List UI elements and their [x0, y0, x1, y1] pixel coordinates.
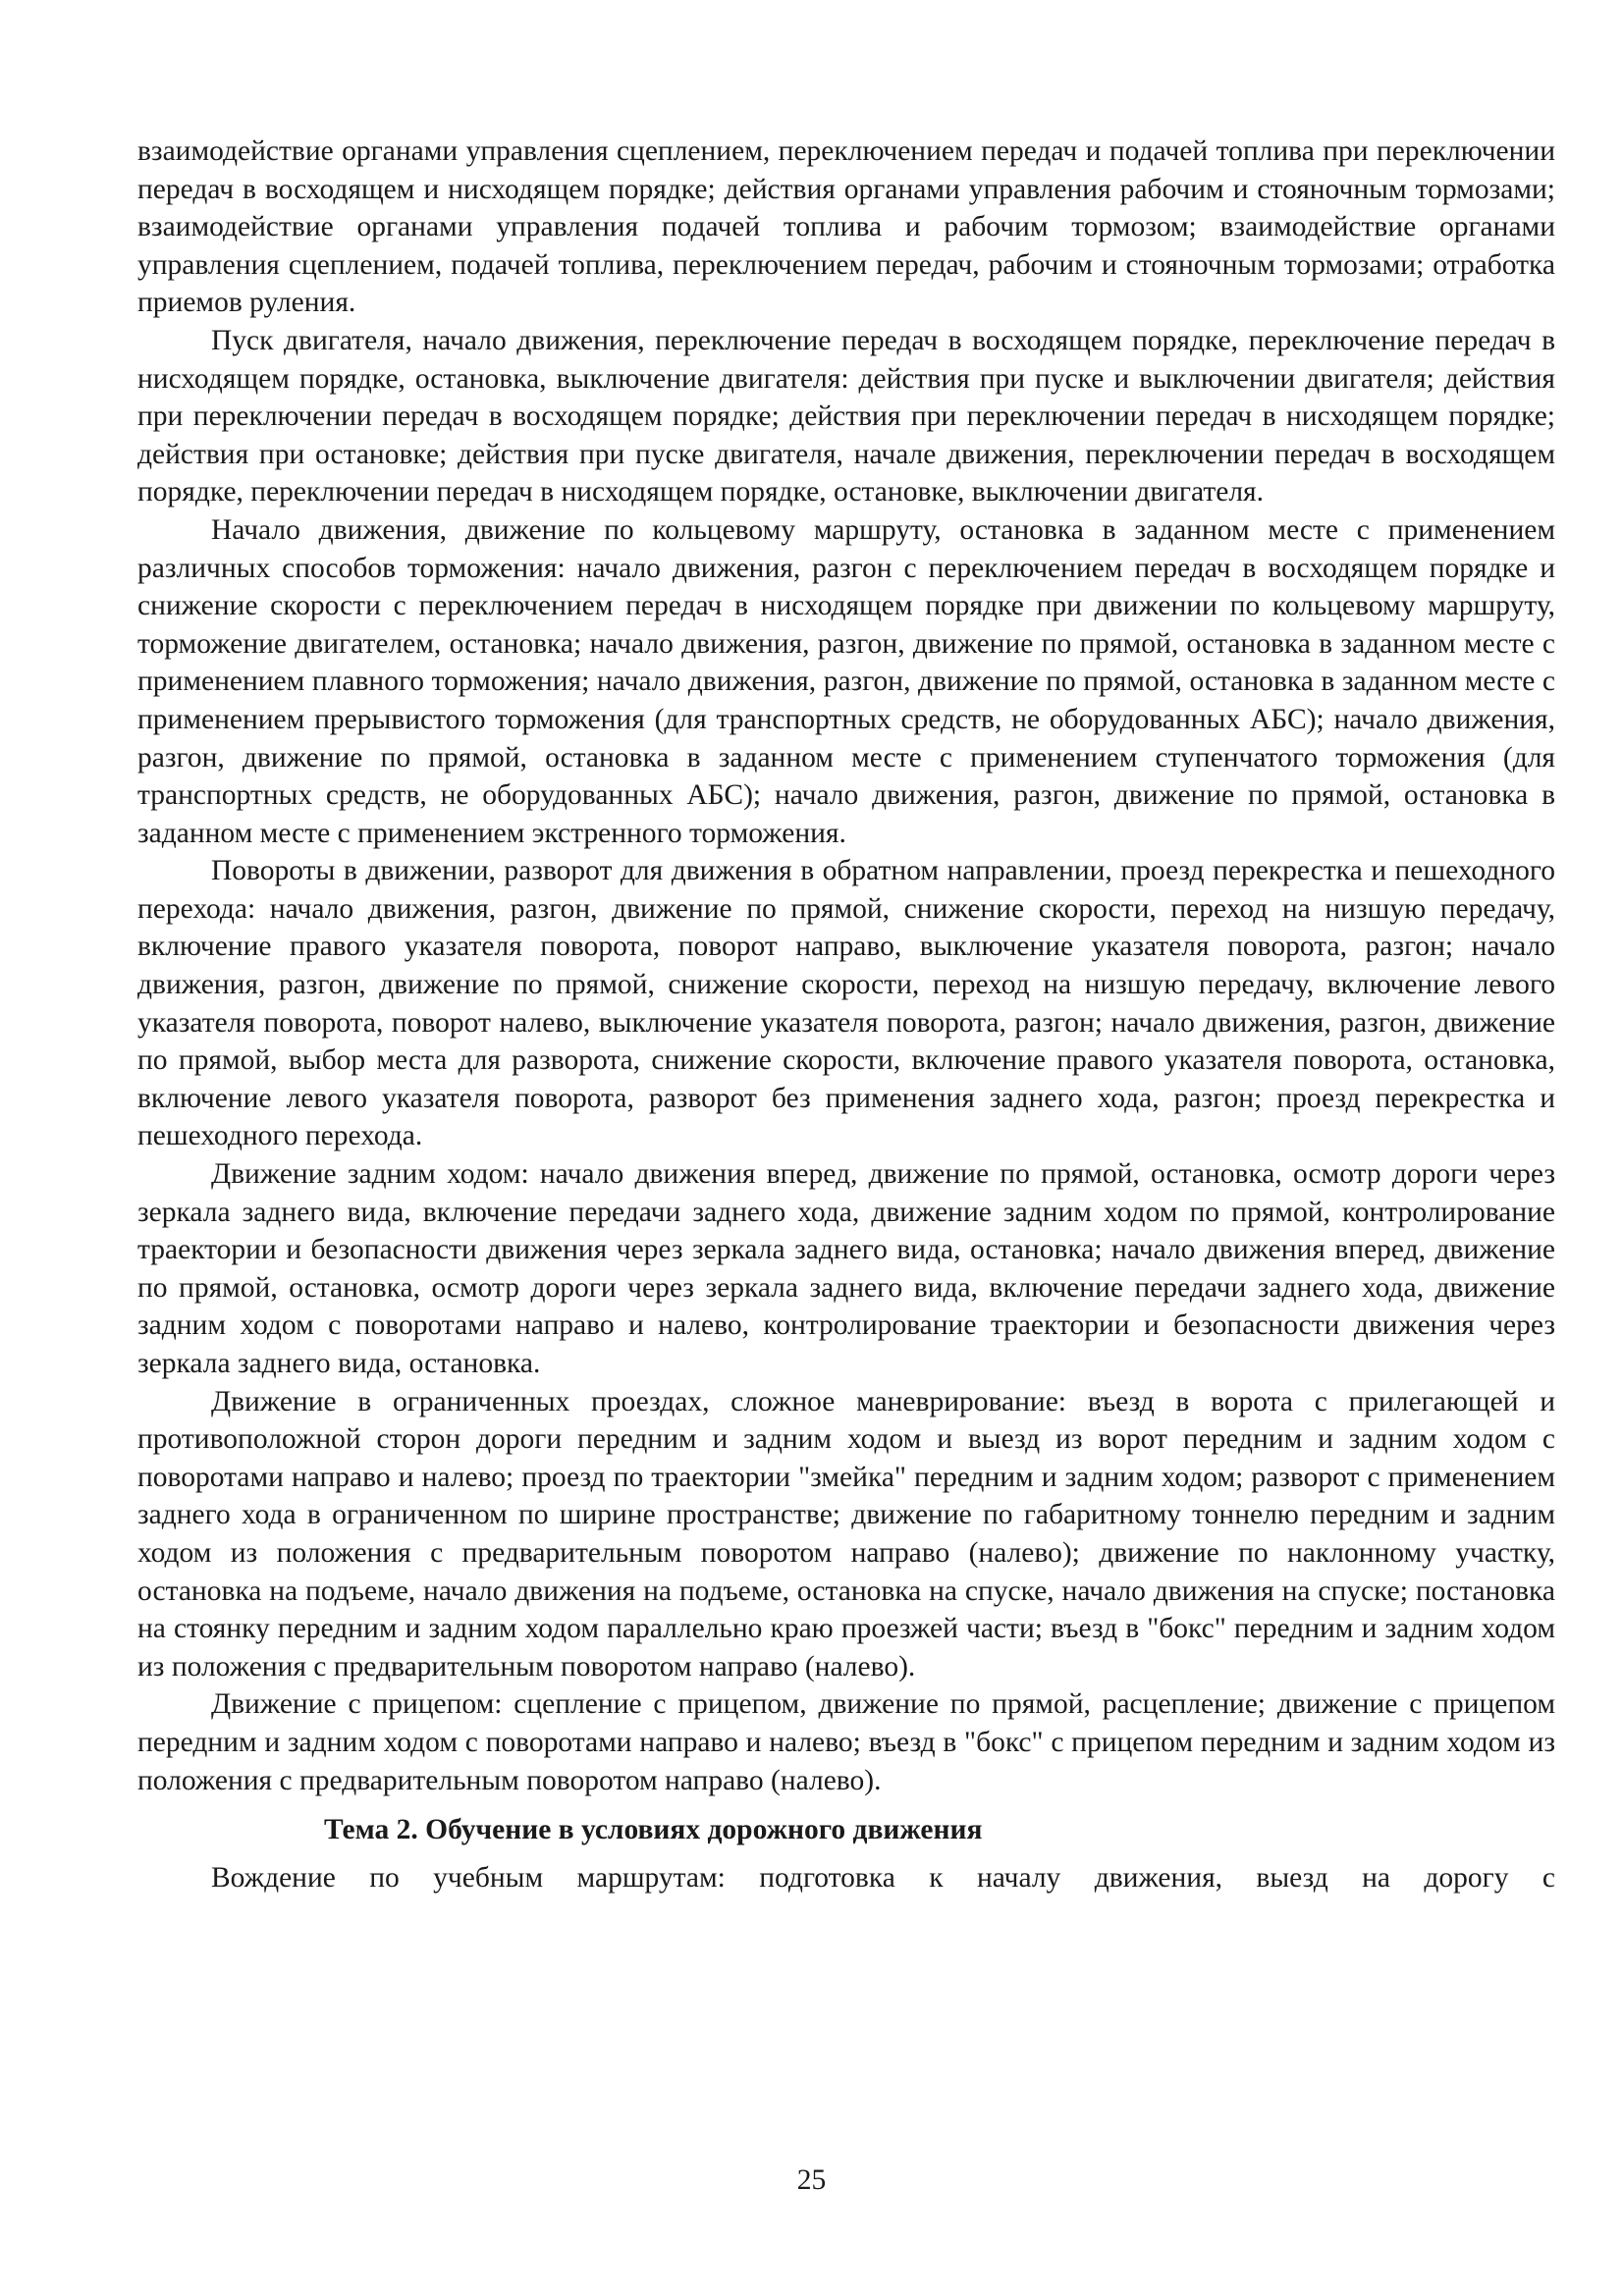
section-heading: Тема 2. Обучение в условиях дорожного движения — [324, 1814, 983, 1846]
paragraph-controls-interaction: взаимодействие органами управления сцеплением, переключением передач и подачей топлива при переключении передач в восходящем и нисходящем порядке; действия органами управления рабочим и стояночным тормозами; взаимодействие органами управления подачей топлива и рабочим тормозом; взаимодействие органами управления сцеплением, подачей топлива, переключением передач, рабочим и стояночным тормозами; отработка приемов руления. — [137, 135, 1555, 319]
paragraph-training-routes: Вождение по учебным маршрутам: подготовка к началу движения, выезд на дорогу с — [211, 1861, 1555, 1894]
page-number: 25 — [796, 2164, 827, 2196]
paragraph-engine-start: Пуск двигателя, начало движения, переключение передач в восходящем порядке, переключение передач в нисходящем порядке, остановка, выключение двигателя: действия при пуске и выключении двигателя; действия при переключении передач в восходящем порядке; действия при переключении передач в нисходящем порядке; действия при остановке; действия при пуске двигателя, начале движения, переключении передач в восходящем порядке, переключении передач в нисходящем порядке, остановке, выключении двигателя. — [137, 324, 1555, 508]
paragraph-trailer: Движение с прицепом: сцепление с прицепом, движение по прямой, расцепление; движение с прицепом передним и задним ходом с поворотами направо и налево; въезд в "бокс" с прицепом передним и задним ходом из положения с предварительным поворотом направо (налево). — [137, 1688, 1555, 1796]
paragraph-circular-route: Начало движения, движение по кольцевому маршруту, остановка в заданном месте с применением различных способов торможения: начало движения, разгон с переключением передач в восходящем порядке и снижение скорости с переключением передач в нисходящем порядке при движении по кольцевому маршруту, торможение двигателем, остановка; начало движения, разгон, движение по прямой, остановка в заданном месте с применением плавного торможения; начало движения, разгон, движение по прямой, остановка в заданном месте с применением прерывистого торможения (для транспортных средств, не оборудованных АБС); начало движения, разгон, движение по прямой, остановка в заданном месте с применением ступенчатого торможения (для транспортных средств, не оборудованных АБС); начало движения, разгон, движение по прямой, остановка в заданном месте с применением экстренного торможения. — [137, 513, 1555, 849]
paragraph-turns: Повороты в движении, разворот для движения в обратном направлении, проезд перекрестка и пешеходного перехода: начало движения, разгон, движение по прямой, снижение скорости, переход на низшую передачу, включение правого указателя поворота, поворот направо, выключение указателя поворота, разгон; начало движения, разгон, движение по прямой, снижение скорости, переход на низшую передачу, включение левого указателя поворота, поворот налево, выключение указателя поворота, разгон; начало движения, разгон, движение по прямой, выбор места для разворота, снижение скорости, включение правого указателя поворота, остановка, включение левого указателя поворота, разворот без применения заднего хода, разгон; проезд перекрестка и пешеходного перехода. — [137, 855, 1555, 1152]
paragraph-limited-passages: Движение в ограниченных проездах, сложное маневрирование: въезд в ворота с прилегающей и противоположной сторон дороги передним и задним ходом и выезд из ворот передним и задним ходом с поворотами направо и налево; проезд по траектории "змейка" передним и задним ходом; разворот с применением заднего хода в ограниченном по ширине пространстве; движение по габаритному тоннелю передним и задним ходом из положения с предварительным поворотом направо (налево); движение по наклонному участку, остановка на подъеме, начало движения на подъеме, остановка на спуске, начало движения на спуске; постановка на стоянку передним и задним ходом параллельно краю проезжей части; въезд в "бокс" передним и задним ходом из положения с предварительным поворотом направо (налево). — [137, 1385, 1555, 1682]
document-body — [137, 133, 1555, 1896]
paragraph-reverse: Движение задним ходом: начало движения вперед, движение по прямой, остановка, осмотр дороги через зеркала заднего вида, включение передачи заднего хода, движение задним ходом по прямой, контролирование траектории и безопасности движения через зеркала заднего вида, остановка; начало движения вперед, движение по прямой, остановка, осмотр дороги через зеркала заднего вида, включение передачи заднего хода, движение задним ходом с поворотами направо и налево, контролирование траектории и безопасности движения через зеркала заднего вида, остановка. — [137, 1158, 1555, 1379]
